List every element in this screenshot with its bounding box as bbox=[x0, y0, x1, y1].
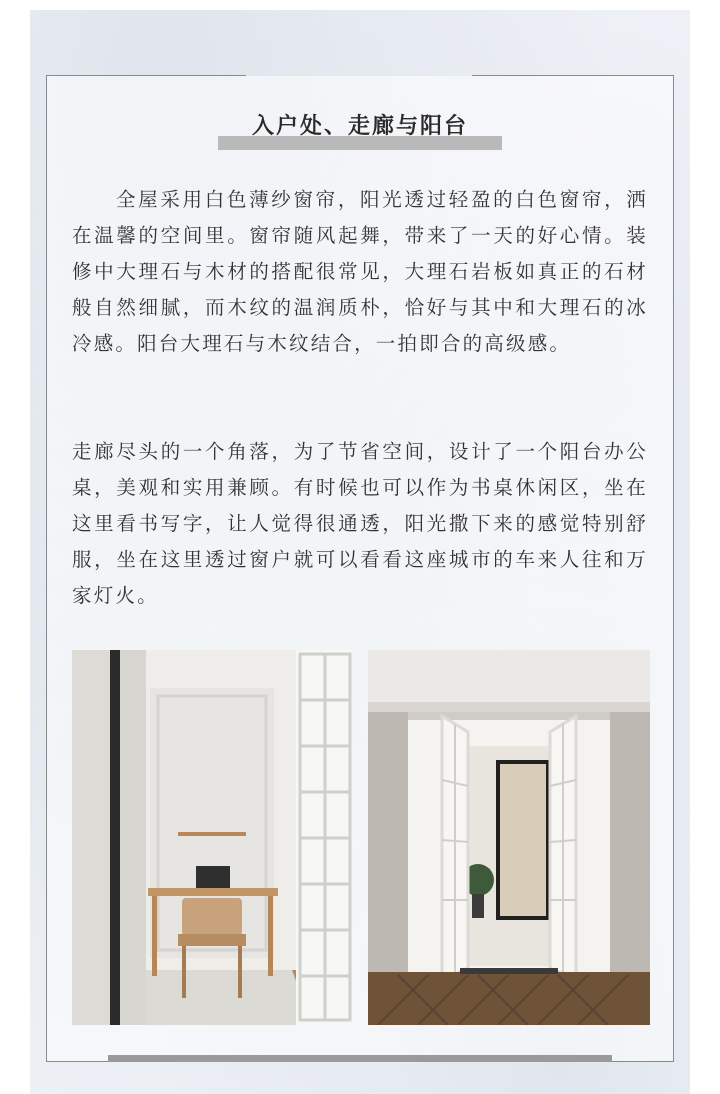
frame-top-left-line bbox=[46, 75, 246, 76]
paragraph-balcony-desk: 走廊尽头的一个角落，为了节省空间，设计了一个阳台办公桌，美观和实用兼顾。有时候也可以作为书桌休闲区，坐在这里看书写字，让人觉得很通透，阳光撒下来的感觉特别舒服，坐在这里透过窗户就可以看看这座城市的车来人往和万家灯火。 bbox=[72, 440, 648, 607]
section-title: 入户处、走廊与阳台 bbox=[251, 114, 468, 139]
paragraph-curtains-marble: 全屋采用白色薄纱窗帘，阳光透过轻盈的白色窗帘，洒在温馨的空间里。窗帘随风起舞，带来了一天的好心情。装修中大理石与木材的搭配很常见，大理石岩板如真正的石材般自然细腻，而木纹的温润质朴，恰好与其中和大理石的冰冷感。阳台大理石与木纹结合，一拍即合的高级感。 bbox=[72, 188, 648, 355]
photo-balcony-desk bbox=[72, 650, 352, 1025]
frame-bottom-bar bbox=[108, 1055, 612, 1062]
section-heading bbox=[218, 106, 502, 152]
photo-hallway-french-doors bbox=[368, 650, 650, 1025]
frame-top-right-line bbox=[472, 75, 674, 76]
